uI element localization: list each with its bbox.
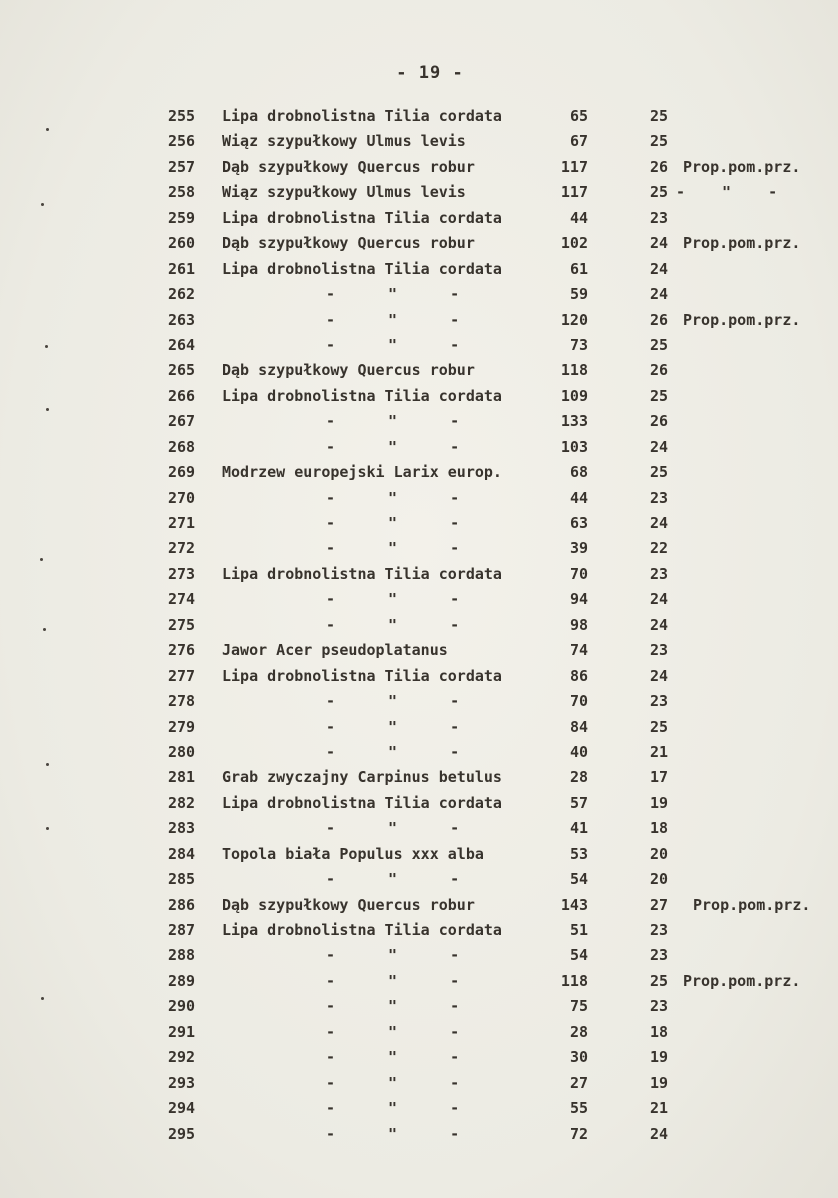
table-row [0,231,838,256]
tree-number: 294 [168,1099,196,1118]
table-row [0,893,838,918]
table-row [0,638,838,663]
tree-number: 259 [168,208,196,227]
ditto-mark: - " - [326,539,482,558]
height-value: 19 [650,1048,669,1067]
tree-number: 264 [168,335,196,354]
tree-inventory-table [0,104,838,1147]
species-name: Dąb szypułkowy Quercus robur [222,157,475,176]
tree-number: 282 [168,793,196,812]
circumference-value: 44 [569,488,588,507]
table-row [0,1122,838,1147]
height-value: 23 [650,692,669,711]
height-value: 25 [650,132,669,151]
ditto-mark: - " - [326,692,482,711]
circumference-value: 28 [569,768,588,787]
height-value: 23 [650,641,669,660]
height-value: 24 [650,234,669,253]
tree-number: 280 [168,742,196,761]
species-name: Lipa drobnolistna Tilia cordata [222,921,502,939]
circumference-value: 39 [569,539,588,558]
table-row [0,1071,838,1096]
tree-number: 288 [168,946,196,965]
tree-number: 286 [168,895,196,914]
height-value: 24 [650,1124,669,1143]
table-row [0,536,838,561]
circumference-value: 54 [569,946,588,965]
height-value: 20 [650,844,669,863]
ditto-mark: - " - [326,1048,482,1067]
table-row [0,511,838,536]
table-row [0,333,838,358]
tree-number: 278 [168,692,196,711]
table-row [0,613,838,638]
height-value: 19 [650,1073,669,1092]
tree-number: 283 [168,819,196,838]
height-value: 24 [650,514,669,532]
ditto-mark: - " - [326,488,482,507]
table-row [0,486,838,511]
table-row [0,104,838,129]
height-value: 25 [650,463,669,482]
height-value: 23 [650,564,669,583]
height-value: 26 [650,412,669,431]
height-value: 25 [650,971,669,990]
circumference-value: 117 [560,183,588,202]
circumference-value: 73 [569,335,588,354]
circumference-value: 118 [560,971,588,990]
height-value: 21 [650,742,669,761]
table-row [0,409,838,434]
table-row [0,384,838,409]
table-row [0,943,838,968]
note-text: Prop.pom.prz. [683,310,801,329]
ditto-mark: - " - [326,742,482,761]
tree-number: 270 [168,488,196,507]
table-row [0,155,838,180]
tree-number: 267 [168,412,196,431]
species-name: Grab zwyczajny Carpinus betulus [222,768,502,787]
note-text: Prop.pom.prz. [683,157,801,176]
circumference-value: 120 [560,310,588,329]
table-row [0,435,838,460]
table-row [0,129,838,154]
height-value: 24 [650,666,669,685]
height-value: 26 [650,157,669,176]
tree-number: 277 [168,666,196,685]
circumference-value: 57 [569,793,588,812]
circumference-value: 133 [560,412,588,431]
tree-number: 284 [168,844,196,863]
ditto-mark: - " - [326,819,482,838]
tree-number: 290 [168,997,196,1016]
ditto-mark: - " - [326,1124,482,1143]
height-value: 23 [650,921,669,939]
height-value: 18 [650,1022,669,1041]
table-row [0,587,838,612]
species-name: Dąb szypułkowy Quercus robur [222,234,475,253]
ditto-mark: - " - [326,1073,482,1092]
tree-number: 261 [168,259,196,278]
tree-number: 281 [168,768,196,787]
species-name: Lipa drobnolistna Tilia cordata [222,666,502,685]
ditto-mark: - " - [326,946,482,965]
table-row [0,994,838,1019]
height-value: 25 [650,335,669,354]
species-name: Topola biała Populus xxx alba [222,844,484,863]
table-row [0,842,838,867]
circumference-value: 28 [569,1022,588,1041]
height-value: 21 [650,1099,669,1118]
species-name: Wiąz szypułkowy Ulmus levis [222,183,466,202]
tree-number: 279 [168,717,196,736]
tree-number: 258 [168,183,196,202]
table-row [0,206,838,231]
table-row [0,308,838,333]
table-row [0,358,838,383]
circumference-value: 27 [569,1073,588,1092]
tree-number: 275 [168,615,196,634]
ditto-mark: - " - [326,971,482,990]
table-row [0,689,838,714]
height-value: 24 [650,615,669,634]
circumference-value: 53 [569,844,588,863]
circumference-value: 84 [569,717,588,736]
tree-number: 285 [168,870,196,889]
table-row [0,562,838,587]
table-row [0,180,838,205]
table-row [0,791,838,816]
species-name: Jawor Acer pseudoplatanus [222,641,448,660]
species-name: Lipa drobnolistna Tilia cordata [222,208,502,227]
circumference-value: 143 [560,895,588,914]
tree-number: 260 [168,234,196,253]
tree-number: 292 [168,1048,196,1067]
tree-number: 293 [168,1073,196,1092]
circumference-value: 72 [569,1124,588,1143]
species-name: Lipa drobnolistna Tilia cordata [222,793,502,812]
circumference-value: 68 [569,463,588,482]
table-row [0,460,838,485]
circumference-value: 65 [569,107,588,125]
species-name: Lipa drobnolistna Tilia cordata [222,564,502,583]
species-name: Wiąz szypułkowy Ulmus levis [222,132,466,151]
circumference-value: 70 [569,564,588,583]
circumference-value: 63 [569,514,588,532]
circumference-value: 70 [569,692,588,711]
tree-number: 287 [168,921,196,939]
table-row [0,1045,838,1070]
height-value: 23 [650,488,669,507]
ditto-mark: - " - [326,514,482,532]
tree-number: 265 [168,361,196,380]
ditto-mark: - " - [326,437,482,456]
ditto-mark: - " - [326,1099,482,1118]
circumference-value: 109 [560,386,588,405]
tree-number: 289 [168,971,196,990]
tree-number: 262 [168,285,196,304]
circumference-value: 59 [569,285,588,304]
height-value: 24 [650,285,669,304]
tree-number: 276 [168,641,196,660]
tree-number: 266 [168,386,196,405]
table-row [0,867,838,892]
circumference-value: 67 [569,132,588,151]
tree-number: 271 [168,514,196,532]
height-value: 20 [650,870,669,889]
species-name: Dąb szypułkowy Quercus robur [222,895,475,914]
circumference-value: 94 [569,590,588,609]
circumference-value: 41 [569,819,588,838]
table-row [0,918,838,943]
tree-number: 295 [168,1124,196,1143]
tree-number: 255 [168,107,196,125]
circumference-value: 74 [569,641,588,660]
species-name: Lipa drobnolistna Tilia cordata [222,386,502,405]
circumference-value: 55 [569,1099,588,1118]
table-row [0,816,838,841]
tree-number: 263 [168,310,196,329]
table-row [0,282,838,307]
note-text: Prop.pom.prz. [693,895,811,914]
height-value: 23 [650,208,669,227]
ditto-mark: - " - [326,1022,482,1041]
height-value: 25 [650,107,669,125]
table-row [0,664,838,689]
height-value: 22 [650,539,669,558]
height-value: 26 [650,361,669,380]
height-value: 23 [650,997,669,1016]
height-value: 24 [650,437,669,456]
height-value: 27 [650,895,669,914]
ditto-mark: - " - [326,615,482,634]
ditto-mark: - " - [326,285,482,304]
tree-number: 273 [168,564,196,583]
table-row [0,1020,838,1045]
table-row [0,257,838,282]
circumference-value: 30 [569,1048,588,1067]
tree-number: 256 [168,132,196,151]
circumference-value: 103 [560,437,588,456]
circumference-value: 118 [560,361,588,380]
height-value: 25 [650,183,669,202]
circumference-value: 61 [569,259,588,278]
tree-number: 291 [168,1022,196,1041]
circumference-value: 98 [569,615,588,634]
circumference-value: 40 [569,742,588,761]
circumference-value: 86 [569,666,588,685]
height-value: 25 [650,717,669,736]
height-value: 25 [650,386,669,405]
tree-number: 269 [168,463,196,482]
note-text: Prop.pom.prz. [683,971,801,990]
tree-number: 272 [168,539,196,558]
note-text: - " - [676,183,792,202]
table-row [0,969,838,994]
note-text: Prop.pom.prz. [683,234,801,253]
page-number: - 19 - [396,63,464,83]
ditto-mark: - " - [326,335,482,354]
circumference-value: 44 [569,208,588,227]
species-name: Dąb szypułkowy Quercus robur [222,361,475,380]
tree-number: 257 [168,157,196,176]
species-name: Lipa drobnolistna Tilia cordata [222,259,502,278]
tree-number: 274 [168,590,196,609]
circumference-value: 102 [560,234,588,253]
tree-number: 268 [168,437,196,456]
ditto-mark: - " - [326,590,482,609]
height-value: 26 [650,310,669,329]
ditto-mark: - " - [326,870,482,889]
circumference-value: 51 [569,921,588,939]
species-name: Modrzew europejski Larix europ. [222,463,502,482]
ditto-mark: - " - [326,412,482,431]
ditto-mark: - " - [326,717,482,736]
height-value: 24 [650,590,669,609]
height-value: 24 [650,259,669,278]
height-value: 19 [650,793,669,812]
circumference-value: 117 [560,157,588,176]
table-row [0,765,838,790]
circumference-value: 75 [569,997,588,1016]
table-row [0,715,838,740]
ditto-mark: - " - [326,997,482,1016]
table-row [0,1096,838,1121]
table-row [0,740,838,765]
height-value: 17 [650,768,669,787]
circumference-value: 54 [569,870,588,889]
species-name: Lipa drobnolistna Tilia cordata [222,107,502,125]
height-value: 23 [650,946,669,965]
height-value: 18 [650,819,669,838]
ditto-mark: - " - [326,310,482,329]
